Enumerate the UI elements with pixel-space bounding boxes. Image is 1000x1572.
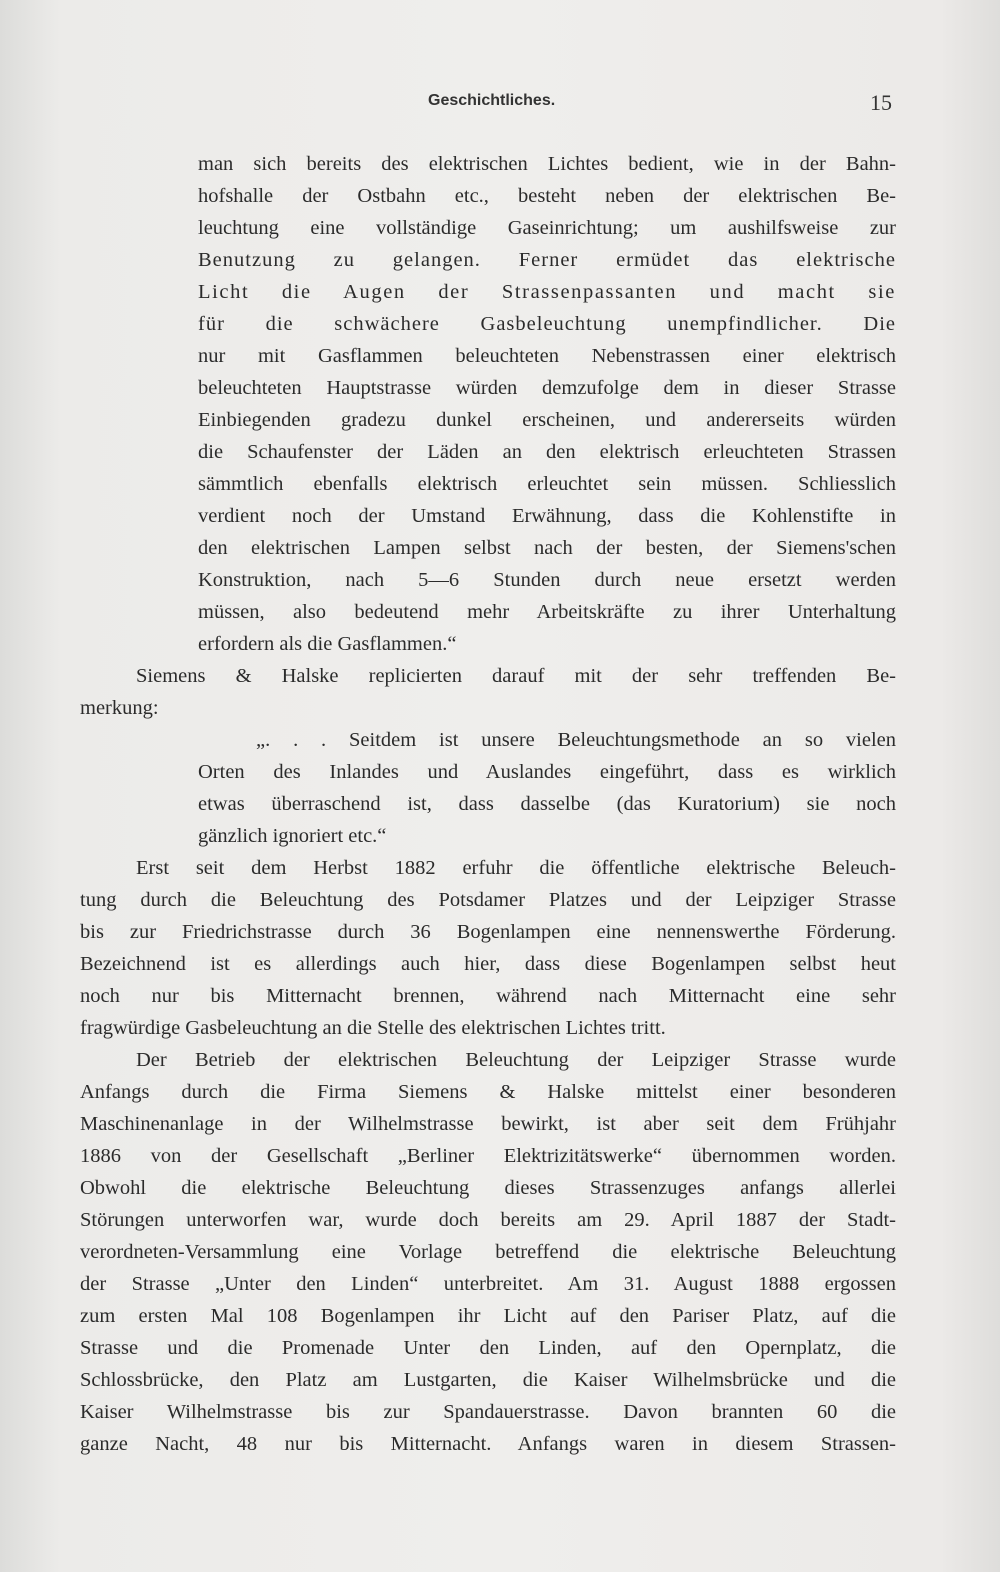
text-line: müssen, also bedeutend mehr Arbeitskräfte zu ihrer Unterhaltung	[198, 601, 896, 623]
text-line: für die schwächere Gasbeleuchtung unempfindlicher. Die	[198, 313, 896, 335]
text-line: Benutzung zu gelangen. Ferner ermüdet das elektrische	[198, 249, 896, 271]
text-line: tung durch die Beleuchtung des Potsdamer Platzes und der Leipziger Strasse	[80, 889, 896, 911]
text-line: Siemens & Halske replicierten darauf mit der sehr treffenden Be-	[136, 665, 896, 687]
text-line: zum ersten Mal 108 Bogenlampen ihr Licht auf den Pariser Platz, auf die	[80, 1305, 896, 1327]
text-line: 1886 von der Gesellschaft „Berliner Elektrizitätswerke“ übernommen worden.	[80, 1145, 896, 1167]
text-line: Strasse und die Promenade Unter den Linden, auf den Opernplatz, die	[80, 1337, 896, 1359]
text-line: ganze Nacht, 48 nur bis Mitternacht. Anfangs waren in diesem Strassen-	[80, 1433, 896, 1455]
text-line: verdient noch der Umstand Erwähnung, dass die Kohlenstifte in	[198, 505, 896, 527]
running-header: Geschichtliches.	[428, 92, 556, 109]
text-line: noch nur bis Mitternacht brennen, während nach Mitternacht eine sehr	[80, 985, 896, 1007]
text-line: den elektrischen Lampen selbst nach der besten, der Siemens'schen	[198, 537, 896, 559]
quote-line: „. . . Seitdem ist unsere Beleuchtungsmethode an so vielen	[256, 729, 896, 751]
text-line: die Schaufenster der Läden an den elektrisch erleuchteten Strassen	[198, 441, 896, 463]
text-line: sämmtlich ebenfalls elektrisch erleuchtet sein müssen. Schliesslich	[198, 473, 896, 495]
text-line: erfordern als die Gasflammen.“	[198, 633, 457, 655]
text-line: bis zur Friedrichstrasse durch 36 Bogenlampen eine nennenswerthe Förderung.	[80, 921, 896, 943]
text-line: verordneten-Versammlung eine Vorlage betreffend die elektrische Beleuchtung	[80, 1241, 896, 1263]
text-line: Obwohl die elektrische Beleuchtung dieses Strassenzuges anfangs allerlei	[80, 1177, 896, 1199]
text-line: leuchtung eine vollständige Gaseinrichtung; um aushilfsweise zur	[198, 217, 896, 239]
text-line: Licht die Augen der Strassenpassanten und macht sie	[198, 281, 896, 303]
text-line: Konstruktion, nach 5—6 Stunden durch neue ersetzt werden	[198, 569, 896, 591]
quote-line: etwas überraschend ist, dass dasselbe (das Kuratorium) sie noch	[198, 793, 896, 815]
text-line: fragwürdige Gasbeleuchtung an die Stelle des elektrischen Lichtes tritt.	[80, 1017, 666, 1039]
text-line: Bezeichnend ist es allerdings auch hier, dass diese Bogenlampen selbst heut	[80, 953, 896, 975]
text-line: Kaiser Wilhelmstrasse bis zur Spandauerstrasse. Davon brannten 60 die	[80, 1401, 896, 1423]
text-line: Erst seit dem Herbst 1882 erfuhr die öffentliche elektrische Beleuch-	[136, 857, 896, 879]
text-line: Der Betrieb der elektrischen Beleuchtung der Leipziger Strasse wurde	[136, 1049, 896, 1071]
text-line: man sich bereits des elektrischen Lichtes bedient, wie in der Bahn-	[198, 153, 896, 175]
text-line: beleuchteten Hauptstrasse würden demzufolge dem in dieser Strasse	[198, 377, 896, 399]
text-line: merkung:	[80, 697, 159, 719]
text-line: Anfangs durch die Firma Siemens & Halske mittelst einer besonderen	[80, 1081, 896, 1103]
text-line: Störungen unterworfen war, wurde doch bereits am 29. April 1887 der Stadt-	[80, 1209, 896, 1231]
text-line: der Strasse „Unter den Linden“ unterbreitet. Am 31. August 1888 ergossen	[80, 1273, 896, 1295]
text-line: hofshalle der Ostbahn etc., besteht neben der elektrischen Be-	[198, 185, 896, 207]
text-line: Schlossbrücke, den Platz am Lustgarten, die Kaiser Wilhelmsbrücke und die	[80, 1369, 896, 1391]
page-number: 15	[870, 90, 892, 115]
quote-line: Orten des Inlandes und Auslandes eingeführt, dass es wirklich	[198, 761, 896, 783]
text-line: Maschinenanlage in der Wilhelmstrasse bewirkt, ist aber seit dem Frühjahr	[80, 1113, 896, 1135]
text-line: Einbiegenden gradezu dunkel erscheinen, und andererseits würden	[198, 409, 896, 431]
quote-line: gänzlich ignoriert etc.“	[198, 825, 387, 847]
text-line: nur mit Gasflammen beleuchteten Nebenstrassen einer elektrisch	[198, 345, 896, 367]
